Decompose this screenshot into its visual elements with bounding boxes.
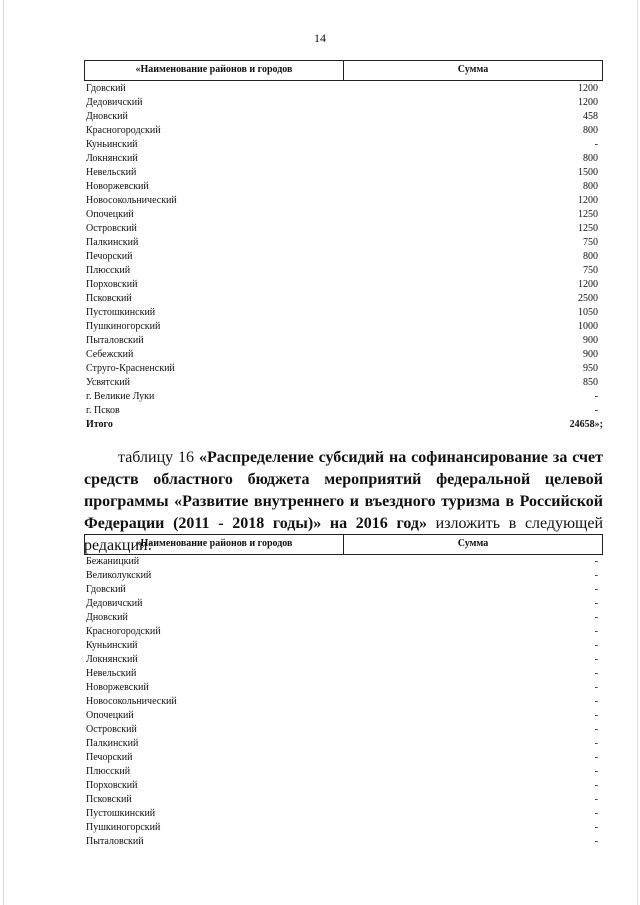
table-row [84,348,603,362]
district-name: Порховский [86,279,138,290]
district-name: Новосокольнический [86,696,177,707]
column-header-name: «Наименование районов и городов [135,538,293,549]
subsidy-amount: 458 [583,111,598,122]
table-row [84,236,603,250]
subsidy-amount: - [594,139,598,150]
subsidy-amount: 1200 [578,195,598,206]
subsidy-amount: - [594,724,598,735]
table-row [84,821,603,835]
subsidy-amount: - [594,836,598,847]
table-body [84,555,603,849]
district-name: Новоржевский [86,682,149,693]
subsidy-amount: - [594,738,598,749]
subsidy-amount: 950 [583,363,598,374]
district-name: Гдовский [86,584,126,595]
subsidy-amount: - [594,808,598,819]
district-name: Пыталовский [86,836,144,847]
subsidy-amount: - [594,556,598,567]
table-row [84,611,603,625]
table-row [84,793,603,807]
district-name: Палкинский [86,738,139,749]
table-row [84,807,603,821]
subsidy-amount: - [594,822,598,833]
district-name: Островский [86,223,137,234]
district-name: Опочецкий [86,710,134,721]
table-row [84,765,603,779]
table-row [84,124,603,138]
district-name: Струго-Красненский [86,363,175,374]
table-row [84,404,603,418]
district-name: Дедовичский [86,598,143,609]
district-name: Пыталовский [86,335,144,346]
subsidy-amount: 1500 [578,167,598,178]
table-row [84,751,603,765]
subsidy-table-current [84,60,603,432]
column-header-sum: Сумма [457,64,489,75]
subsidy-amount: - [594,696,598,707]
district-name: Куньинский [86,640,138,651]
district-name: Новоржевский [86,181,149,192]
table-row [84,82,603,96]
table-row [84,278,603,292]
table-row [84,667,603,681]
district-name: Дновский [86,111,128,122]
table-row [84,306,603,320]
table-row [84,597,603,611]
scan-edge-right [637,0,638,905]
table-header [84,60,603,81]
subsidy-amount: - [594,391,598,402]
table-row [84,555,603,569]
subsidy-amount: - [594,405,598,416]
subsidy-amount: 900 [583,335,598,346]
table-row [84,695,603,709]
total-label: Итого [86,419,113,430]
district-name: Куньинский [86,139,138,150]
table-row [84,390,603,404]
subsidy-amount: 750 [583,237,598,248]
district-name: г. Великие Луки [86,391,155,402]
table-row [84,569,603,583]
paragraph-lead: таблицу 16 [118,449,195,466]
subsidy-amount: - [594,584,598,595]
subsidy-amount: 2500 [578,293,598,304]
table-row [84,737,603,751]
subsidy-amount: 1200 [578,97,598,108]
table-row [84,250,603,264]
subsidy-amount: - [594,752,598,763]
paragraph-table-title: «Распределение субсидий на софинансирование за счет средств областного бюджета мероприятий федеральной целевой программы «Развитие внутреннего и въездного туризма в Российской Федерации (2011 - 2018 годы)» на 2016 год» [84,449,604,532]
table-row [84,264,603,278]
district-name: Печорский [86,251,133,262]
table-row [84,723,603,737]
district-name: Красногородский [86,125,161,136]
district-name: Локнянский [86,654,138,665]
subsidy-amount: - [594,612,598,623]
table-row [84,110,603,124]
district-name: Гдовский [86,83,126,94]
district-name: Островский [86,724,137,735]
table-row [84,653,603,667]
table-row [84,639,603,653]
table-row [84,835,603,849]
table-row [84,138,603,152]
total-value: 24658»; [569,419,603,430]
table-row [84,180,603,194]
subsidy-amount: - [594,668,598,679]
table-row [84,376,603,390]
total-row [84,418,603,432]
table-row [84,334,603,348]
district-name: Порховский [86,780,138,791]
table-row [84,166,603,180]
table-row [84,152,603,166]
district-name: Дновский [86,612,128,623]
subsidy-amount: 850 [583,377,598,388]
subsidy-amount: - [594,766,598,777]
subsidy-amount: 1050 [578,307,598,318]
column-header-name: «Наименование районов и городов [135,64,293,75]
table-row [84,292,603,306]
table-row [84,194,603,208]
subsidy-amount: 1200 [578,279,598,290]
subsidy-amount: 1200 [578,83,598,94]
subsidy-amount: 800 [583,153,598,164]
district-name: Усвятский [86,377,130,388]
subsidy-amount: 1000 [578,321,598,332]
district-name: Опочецкий [86,209,134,220]
subsidy-amount: 800 [583,251,598,262]
column-header-sum: Сумма [457,538,489,549]
subsidy-amount: - [594,654,598,665]
subsidy-amount: 800 [583,125,598,136]
subsidy-amount: 750 [583,265,598,276]
subsidy-amount: 900 [583,349,598,360]
district-name: Невельский [86,167,137,178]
district-name: Плюсский [86,265,131,276]
subsidy-amount: - [594,682,598,693]
district-name: г. Псков [86,405,120,416]
subsidy-amount: - [594,710,598,721]
subsidy-amount: - [594,640,598,651]
district-name: Новосокольнический [86,195,177,206]
table-row [84,681,603,695]
district-name: Локнянский [86,153,138,164]
subsidy-amount: - [594,570,598,581]
subsidy-amount: - [594,626,598,637]
district-name: Пустошкинский [86,808,156,819]
district-name: Себежский [86,349,134,360]
subsidy-amount: - [594,780,598,791]
table-row [84,208,603,222]
district-name: Пушкиногорский [86,321,161,332]
subsidy-amount: 1250 [578,223,598,234]
district-name: Псковский [86,293,132,304]
table-header [84,534,603,555]
subsidy-amount: - [594,794,598,805]
subsidy-amount: - [594,598,598,609]
scan-edge-left [3,0,4,905]
table-row [84,222,603,236]
district-name: Плюсский [86,766,131,777]
table-row [84,96,603,110]
page-number: 14 [314,31,326,45]
table-row [84,625,603,639]
table-body [84,82,603,432]
district-name: Великолукский [86,570,152,581]
table-row [84,320,603,334]
district-name: Красногородский [86,626,161,637]
district-name: Бежаницкий [86,556,140,567]
subsidy-amount: 800 [583,181,598,192]
table-row [84,362,603,376]
district-name: Дедовичский [86,97,143,108]
district-name: Псковский [86,794,132,805]
paragraph-tail: изложить в следующей редакции: [84,515,604,554]
subsidy-amount: 1250 [578,209,598,220]
subsidy-table-new [84,534,603,849]
district-name: Пустошкинский [86,307,156,318]
district-name: Палкинский [86,237,139,248]
table-row [84,583,603,597]
district-name: Печорский [86,752,133,763]
table-row [84,709,603,723]
table-row [84,779,603,793]
district-name: Невельский [86,668,137,679]
district-name: Пушкиногорский [86,822,161,833]
